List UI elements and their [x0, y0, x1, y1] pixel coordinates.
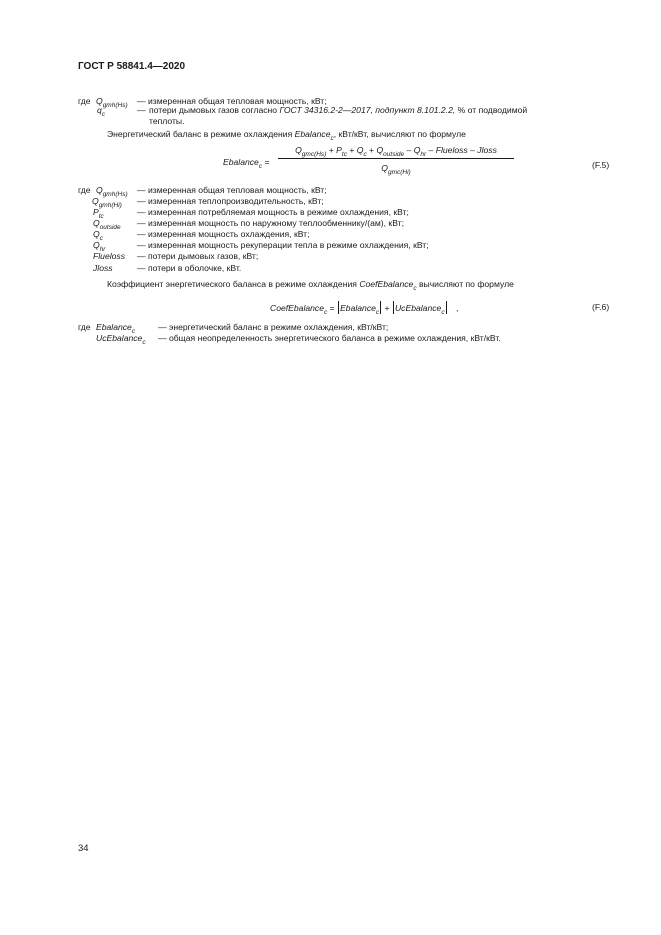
definition-qhr: — измеренная мощность рекуперации тепла в режиме охлаждения, кВт;: [137, 240, 429, 250]
definition-qgmh-hs-2: — измеренная общая тепловая мощность, кВт;: [137, 185, 327, 195]
formula-f5-fraction: [278, 145, 514, 177]
symbol-ptc: $P_{tc}$: [93, 207, 104, 220]
definition-flueloss: — потери дымовых газов, кВт;: [137, 251, 259, 261]
definition-jloss: — потери в оболочке, кВт.: [137, 263, 242, 273]
symbol-qgmh-hi: $Q_{gmh(Hi)}$: [92, 196, 122, 209]
symbol-qc: $Q_c$: [93, 229, 103, 242]
formula-f5-number: (F.5): [592, 160, 610, 170]
page-number: 34: [78, 843, 89, 854]
definition-qgmh-hi: — измеренная теплопроизводительность, кВт;: [137, 196, 324, 206]
symbol-jloss: Jloss: [93, 263, 113, 273]
definition-qoutside: — измеренная мощность по наружному теплообменнику/(ам), кВт;: [137, 218, 404, 228]
definition-ebalance: — энергетический баланс в режиме охлаждения, кВт/кВт;: [158, 322, 389, 332]
where-label-3: где: [78, 322, 91, 332]
symbol-qhr: $Q_{hr}$: [93, 240, 106, 253]
standard-reference: ГОСТ 34316.2-2—2017, подпункт 8.101.2.2,: [279, 105, 456, 115]
where-label-1: где: [78, 96, 91, 106]
symbol-qgmh-hs: $Q_{gmh(Hs)}$: [96, 96, 128, 109]
definition-qgmh-hs: — измеренная общая тепловая мощность, кВт;: [137, 96, 327, 106]
formula-f5-lhs: Ebalance$_c$ =: [223, 157, 270, 170]
document-header: ГОСТ Р 58841.4—2020: [78, 61, 186, 72]
intro-coefebalance: Коэффициент энергетического баланса в режиме охлаждения CoefEbalance$_c$ вычисляют по формуле: [107, 279, 514, 292]
definition-qc-lower-cont: теплоты.: [149, 116, 185, 126]
formula-f6-number: (F.6): [592, 302, 610, 312]
definition-ptc: — измеренная потребляемая мощность в режиме охлаждения, кВт;: [137, 207, 409, 217]
symbol-qc-lower: $q_c$: [97, 105, 106, 118]
definition-qc-lower: потери дымовых газов согласно ГОСТ 34316.2-2—2017, подпункт 8.101.2.2, % от подводимой: [149, 105, 528, 115]
definition-qc: — измеренная мощность охлаждения, кВт;: [137, 229, 310, 239]
formula-f6: CoefEbalance$_c$ = Ebalance$_c$ + UcEbalance$_c$ ,: [270, 303, 459, 316]
formula-f5-numerator: $Q_{gmc(Hs)} + P_{tc} + Q_c + Q_{outside} - Q_{hr}$ – Flueloss – Jloss: [278, 145, 514, 159]
symbol-ebalance: Ebalance$_c$: [96, 322, 136, 335]
definition-ucebalance: — общая неопределенность энергетического баланса в режиме охлаждения, кВт/кВт.: [158, 333, 501, 343]
dash-qc-lower: —: [137, 105, 146, 115]
symbol-qgmh-hs-2: $Q_{gmh(Hs)}$: [96, 185, 128, 198]
intro-ebalance: Энергетический баланс в режиме охлаждения Ebalance$_c$, кВт/кВт, вычисляют по формуле: [107, 129, 466, 142]
symbol-flueloss: Flueloss: [93, 251, 125, 261]
where-label-2: где: [78, 185, 91, 195]
symbol-ucebalance: UcEbalance$_c$: [96, 333, 146, 346]
symbol-qoutside: $Q_{outside}$: [93, 218, 121, 231]
formula-f5-denominator: $Q_{gmc(Hi)}$: [381, 163, 411, 177]
